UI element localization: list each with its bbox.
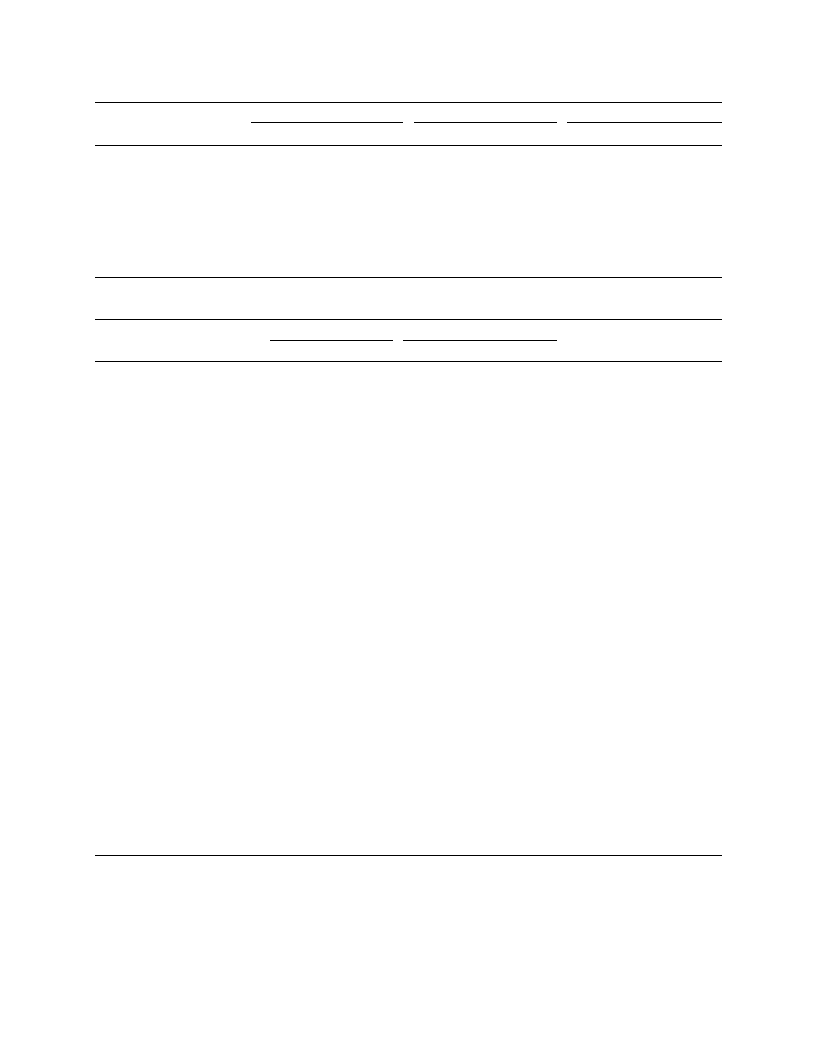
table-bottom-rule [95, 855, 722, 856]
table1-column-group-1-underline [251, 122, 403, 123]
table1-column-group-2-underline [414, 122, 557, 123]
table1-bottom-rule [95, 277, 722, 278]
table-top-rule [95, 102, 722, 103]
table2-column-group-1-underline [270, 340, 393, 341]
table2-top-rule [95, 319, 722, 320]
table2-column-group-2-underline [403, 340, 557, 341]
table2-header-rule [95, 361, 722, 362]
table1-header-rule [95, 145, 722, 146]
table1-column-group-3-underline [567, 122, 722, 123]
